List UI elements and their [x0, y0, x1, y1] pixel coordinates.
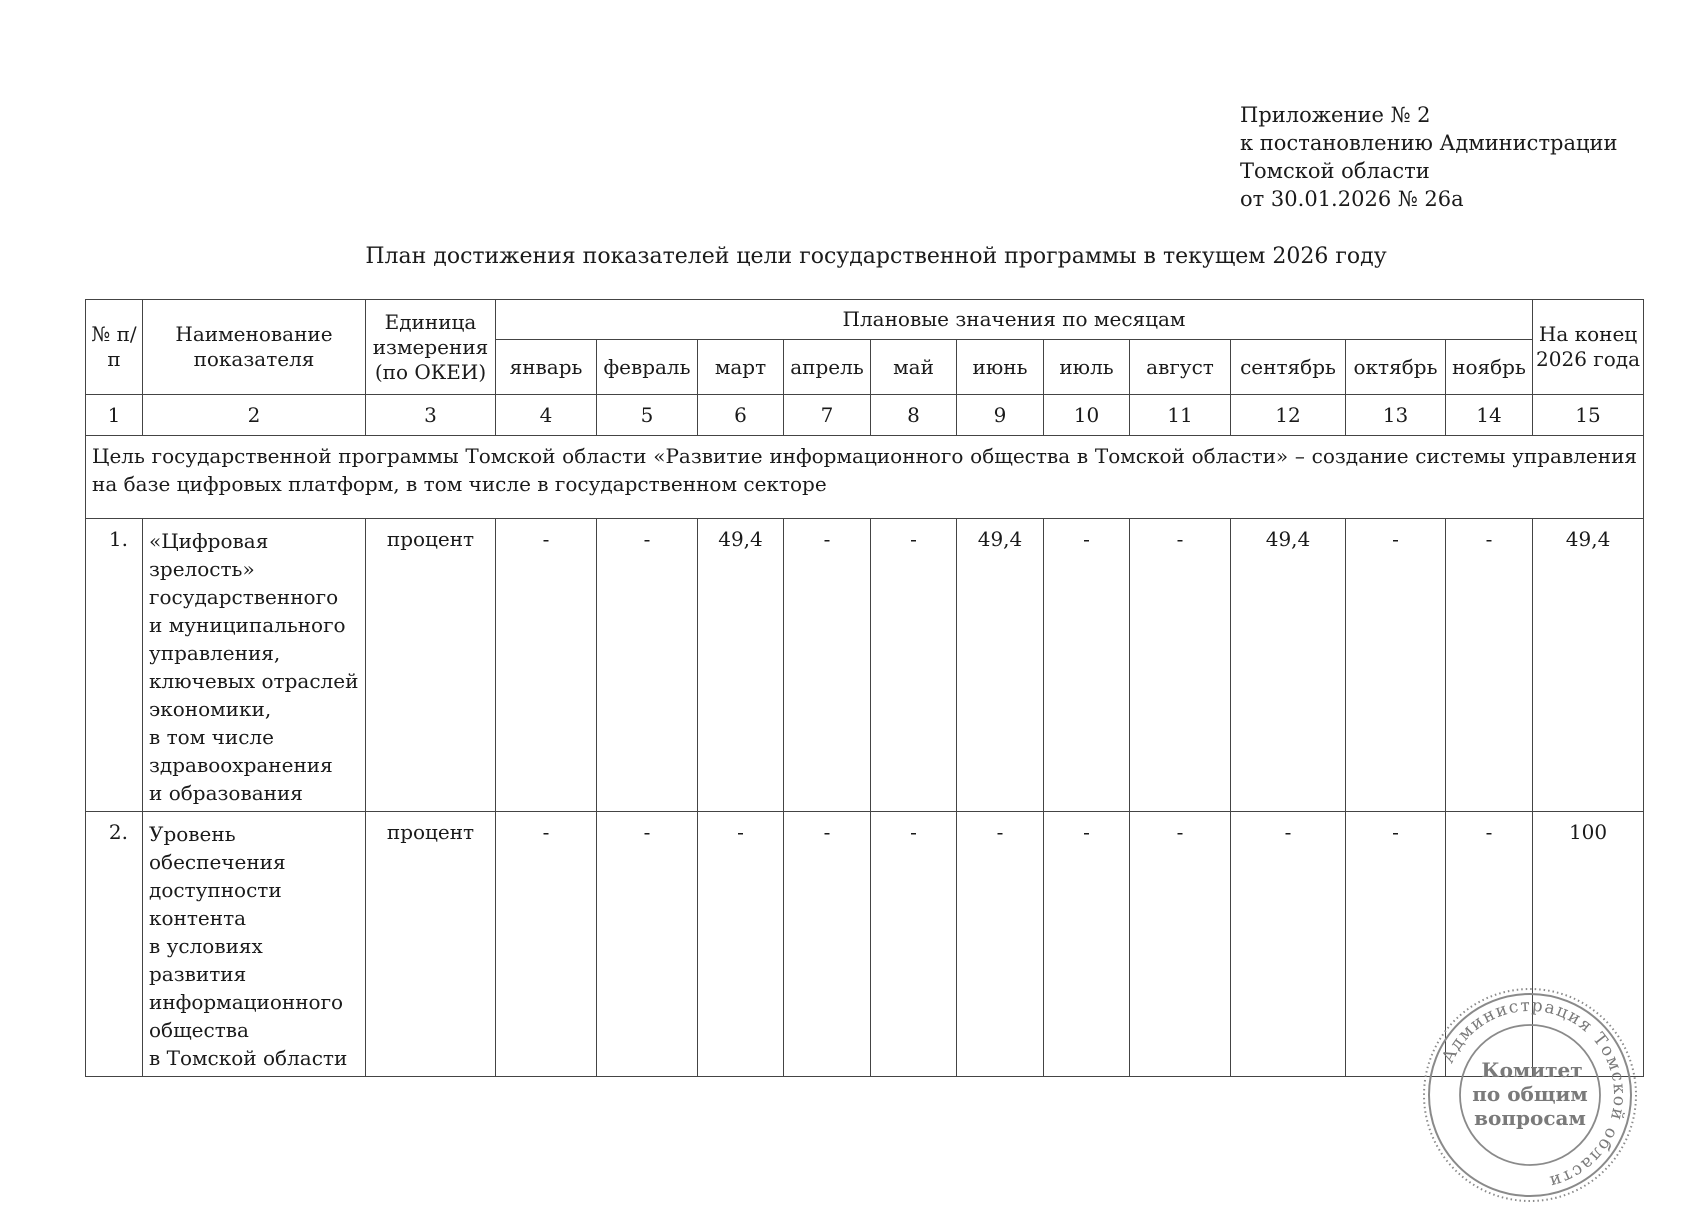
- year-end-value: 100: [1533, 812, 1644, 1077]
- month-header: сентябрь: [1231, 340, 1346, 395]
- month-header: апрель: [784, 340, 871, 395]
- appendix-line: от 30.01.2026 № 26а: [1240, 187, 1464, 211]
- month-value: 49,4: [957, 519, 1044, 812]
- table-row: [86, 519, 1644, 812]
- month-header: июль: [1044, 340, 1130, 395]
- month-value: -: [1130, 519, 1231, 812]
- indicator-unit: процент: [366, 812, 496, 1077]
- month-value: -: [496, 519, 597, 812]
- row-number: 1.: [86, 519, 143, 812]
- svg-text:Администрация Томской области: Администрация Томской области: [1438, 995, 1630, 1192]
- month-value: -: [784, 519, 871, 812]
- month-value: -: [957, 812, 1044, 1077]
- header-end: На конец 2026 года: [1533, 300, 1644, 395]
- month-value: -: [1446, 812, 1533, 1077]
- indicator-name-line: в том числе: [149, 725, 274, 749]
- month-value: -: [1044, 812, 1130, 1077]
- month-value: 49,4: [1231, 519, 1346, 812]
- indicator-name-line: здравоохранения: [149, 753, 333, 777]
- month-value: -: [871, 519, 957, 812]
- indicator-name-line: «Цифровая: [149, 529, 269, 553]
- column-number: 9: [957, 395, 1044, 436]
- month-header: октябрь: [1346, 340, 1446, 395]
- month-value: -: [1346, 812, 1446, 1077]
- indicator-name-line: зрелость»: [149, 557, 255, 581]
- month-value: -: [698, 812, 784, 1077]
- column-number: 13: [1346, 395, 1446, 436]
- header-unit: Единица измерения (по ОКЕИ): [366, 300, 496, 395]
- indicator-name-line: обеспечения: [149, 850, 286, 874]
- column-number-row: [86, 395, 1644, 436]
- column-number: 7: [784, 395, 871, 436]
- month-value: -: [1044, 519, 1130, 812]
- indicator-name-line: ключевых отраслей: [149, 669, 359, 693]
- indicator-name-line: управления,: [149, 641, 281, 665]
- appendix-block: [1240, 101, 1618, 213]
- column-number: 8: [871, 395, 957, 436]
- indicator-name-line: государственного: [149, 585, 339, 609]
- month-value: -: [1130, 812, 1231, 1077]
- seal-line: по общим: [1472, 1082, 1588, 1106]
- month-value: -: [597, 519, 698, 812]
- indicator-name-line: развития: [149, 962, 247, 986]
- indicator-name-line: в Томской области: [149, 1046, 348, 1070]
- indicator-name-line: общества: [149, 1018, 249, 1042]
- column-number: 1: [86, 395, 143, 436]
- month-value: -: [1446, 519, 1533, 812]
- indicator-name-line: Уровень: [149, 822, 236, 846]
- indicator-name-line: доступности: [149, 878, 282, 902]
- month-header: ноябрь: [1446, 340, 1533, 395]
- month-header: март: [698, 340, 784, 395]
- header-num: № п/п: [86, 300, 143, 395]
- column-number: 12: [1231, 395, 1346, 436]
- month-value: 49,4: [698, 519, 784, 812]
- column-number: 2: [143, 395, 366, 436]
- appendix-line: к постановлению Администрации: [1240, 131, 1618, 155]
- goal-text: Цель государственной программы Томской области «Развитие информационного общества в Томской области» – создание системы управления на базе цифровых платформ, в том числе в государственном секторе: [86, 436, 1644, 519]
- month-header: август: [1130, 340, 1231, 395]
- column-number: 11: [1130, 395, 1231, 436]
- month-header: июнь: [957, 340, 1044, 395]
- column-number: 10: [1044, 395, 1130, 436]
- month-value: -: [871, 812, 957, 1077]
- indicator-unit: процент: [366, 519, 496, 812]
- seal-line: Комитет: [1481, 1058, 1583, 1082]
- appendix-line: Приложение № 2: [1240, 103, 1431, 127]
- month-header: февраль: [597, 340, 698, 395]
- column-number: 14: [1446, 395, 1533, 436]
- indicator-name: [143, 519, 366, 812]
- indicator-name-line: в условиях: [149, 934, 263, 958]
- month-value: -: [597, 812, 698, 1077]
- indicator-name-line: экономики,: [149, 697, 272, 721]
- indicator-name-line: информационного: [149, 990, 344, 1014]
- indicator-name-line: контента: [149, 906, 247, 930]
- column-number: 15: [1533, 395, 1644, 436]
- header-row-top: [86, 300, 1644, 340]
- column-number: 6: [698, 395, 784, 436]
- organization-seal: [1420, 985, 1640, 1205]
- row-number: 2.: [86, 812, 143, 1077]
- month-value: -: [1231, 812, 1346, 1077]
- header-name: Наименование показателя: [143, 300, 366, 395]
- appendix-line: Томской области: [1240, 159, 1430, 183]
- table-row: [86, 812, 1644, 1077]
- month-header: январь: [496, 340, 597, 395]
- column-number: 5: [597, 395, 698, 436]
- month-value: -: [496, 812, 597, 1077]
- column-number: 4: [496, 395, 597, 436]
- month-value: -: [784, 812, 871, 1077]
- header-planned: Плановые значения по месяцам: [496, 300, 1533, 340]
- indicator-name-line: и образования: [149, 781, 303, 805]
- year-end-value: 49,4: [1533, 519, 1644, 812]
- month-header: май: [871, 340, 957, 395]
- indicator-name: [143, 812, 366, 1077]
- column-number: 3: [366, 395, 496, 436]
- document-title: План достижения показателей цели государственной программы в текущем 2026 году: [365, 244, 1387, 269]
- indicator-name-line: и муниципального: [149, 613, 346, 637]
- month-value: -: [1346, 519, 1446, 812]
- seal-line: вопросам: [1474, 1106, 1586, 1130]
- goal-row: [86, 436, 1644, 519]
- plan-table: [85, 299, 1644, 1077]
